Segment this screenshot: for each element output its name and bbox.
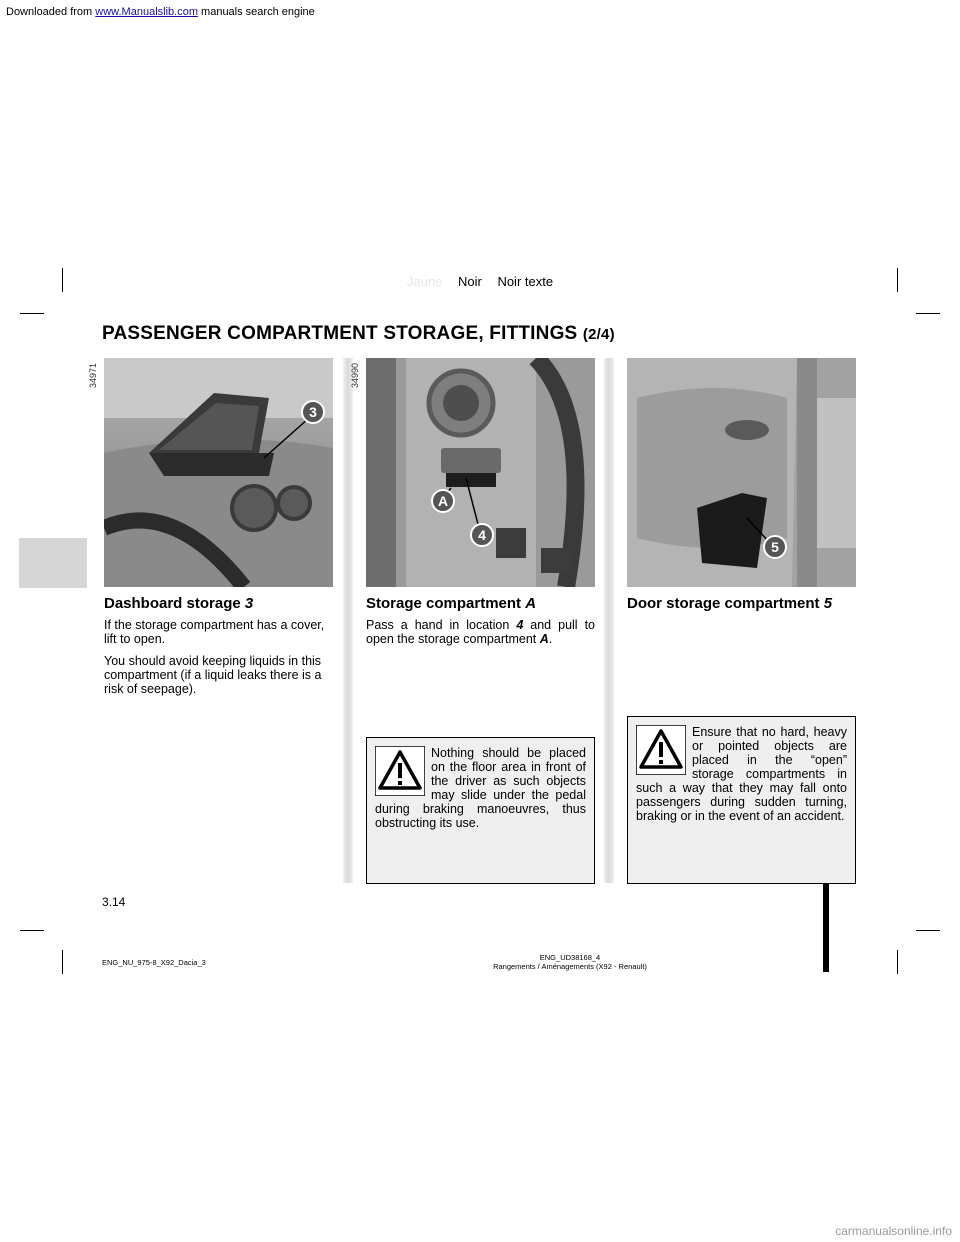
- chapter-side-tab: [19, 538, 87, 588]
- page-title: PASSENGER COMPARTMENT STORAGE, FITTINGS (2/4): [102, 323, 615, 344]
- image-code: 34990: [350, 362, 360, 388]
- column-gutter: [604, 358, 614, 883]
- manualslib-link[interactable]: www.Manualslib.com: [95, 6, 198, 18]
- callout-5: 5: [771, 539, 779, 555]
- door-storage-heading: Door storage compartment 5: [627, 595, 833, 612]
- warning-text-door: Ensure that no hard, heavy or pointed objects are placed in the “open” storage compartments in such a way that they may fall onto passengers during sudden turning, braking or in the event of an accident.: [636, 725, 847, 823]
- callout-4: 4: [478, 527, 486, 543]
- warning-box-pedal: [366, 737, 595, 884]
- watermark: carmanualsonline.info: [835, 1224, 952, 1238]
- warning-box-door: [627, 716, 856, 884]
- crop-mark: [20, 930, 44, 931]
- thick-crop-bar: [823, 882, 829, 972]
- footer-right: ENG_UD38168_4 Rangements / Aménagements (X92 - Renault): [493, 953, 647, 971]
- crop-mark: [62, 950, 63, 974]
- color-marks: Jaune Noir Noir texte: [406, 274, 554, 289]
- crop-mark: [916, 313, 940, 314]
- image-code: 34971: [88, 362, 98, 388]
- crop-mark: [897, 950, 898, 974]
- footer-left: ENG_NU_975-8_X92_Dacia_3: [102, 958, 206, 967]
- storage-compartment-photo: [366, 358, 595, 587]
- door-storage-photo: [627, 358, 856, 587]
- crop-mark: [20, 313, 44, 314]
- dashboard-storage-text: If the storage compartment has a cover, lift to open. You should avoid keeping liquids in this compartment (if a liquid leaks there is a risk of seepage).: [104, 618, 325, 696]
- page-number: 3.14: [102, 895, 126, 909]
- storage-compartment-heading: Storage compartment A: [366, 595, 537, 612]
- callout-A: A: [437, 493, 449, 509]
- download-line: Downloaded from www.Manualslib.com manuals search engine: [6, 6, 315, 18]
- callout-3: 3: [309, 404, 317, 420]
- column-gutter: [343, 358, 353, 883]
- storage-compartment-text: Pass a hand in location 4 and pull to open the storage compartment A.: [366, 618, 595, 646]
- dashboard-storage-photo: [104, 358, 333, 587]
- crop-mark: [916, 930, 940, 931]
- dashboard-storage-heading: Dashboard storage 3: [104, 595, 254, 612]
- warning-text-pedal: Nothing should be placed on the floor area in front of the driver as such objects may slide under the pedal during braking manoeuvres, thus obstructing its use.: [375, 746, 586, 830]
